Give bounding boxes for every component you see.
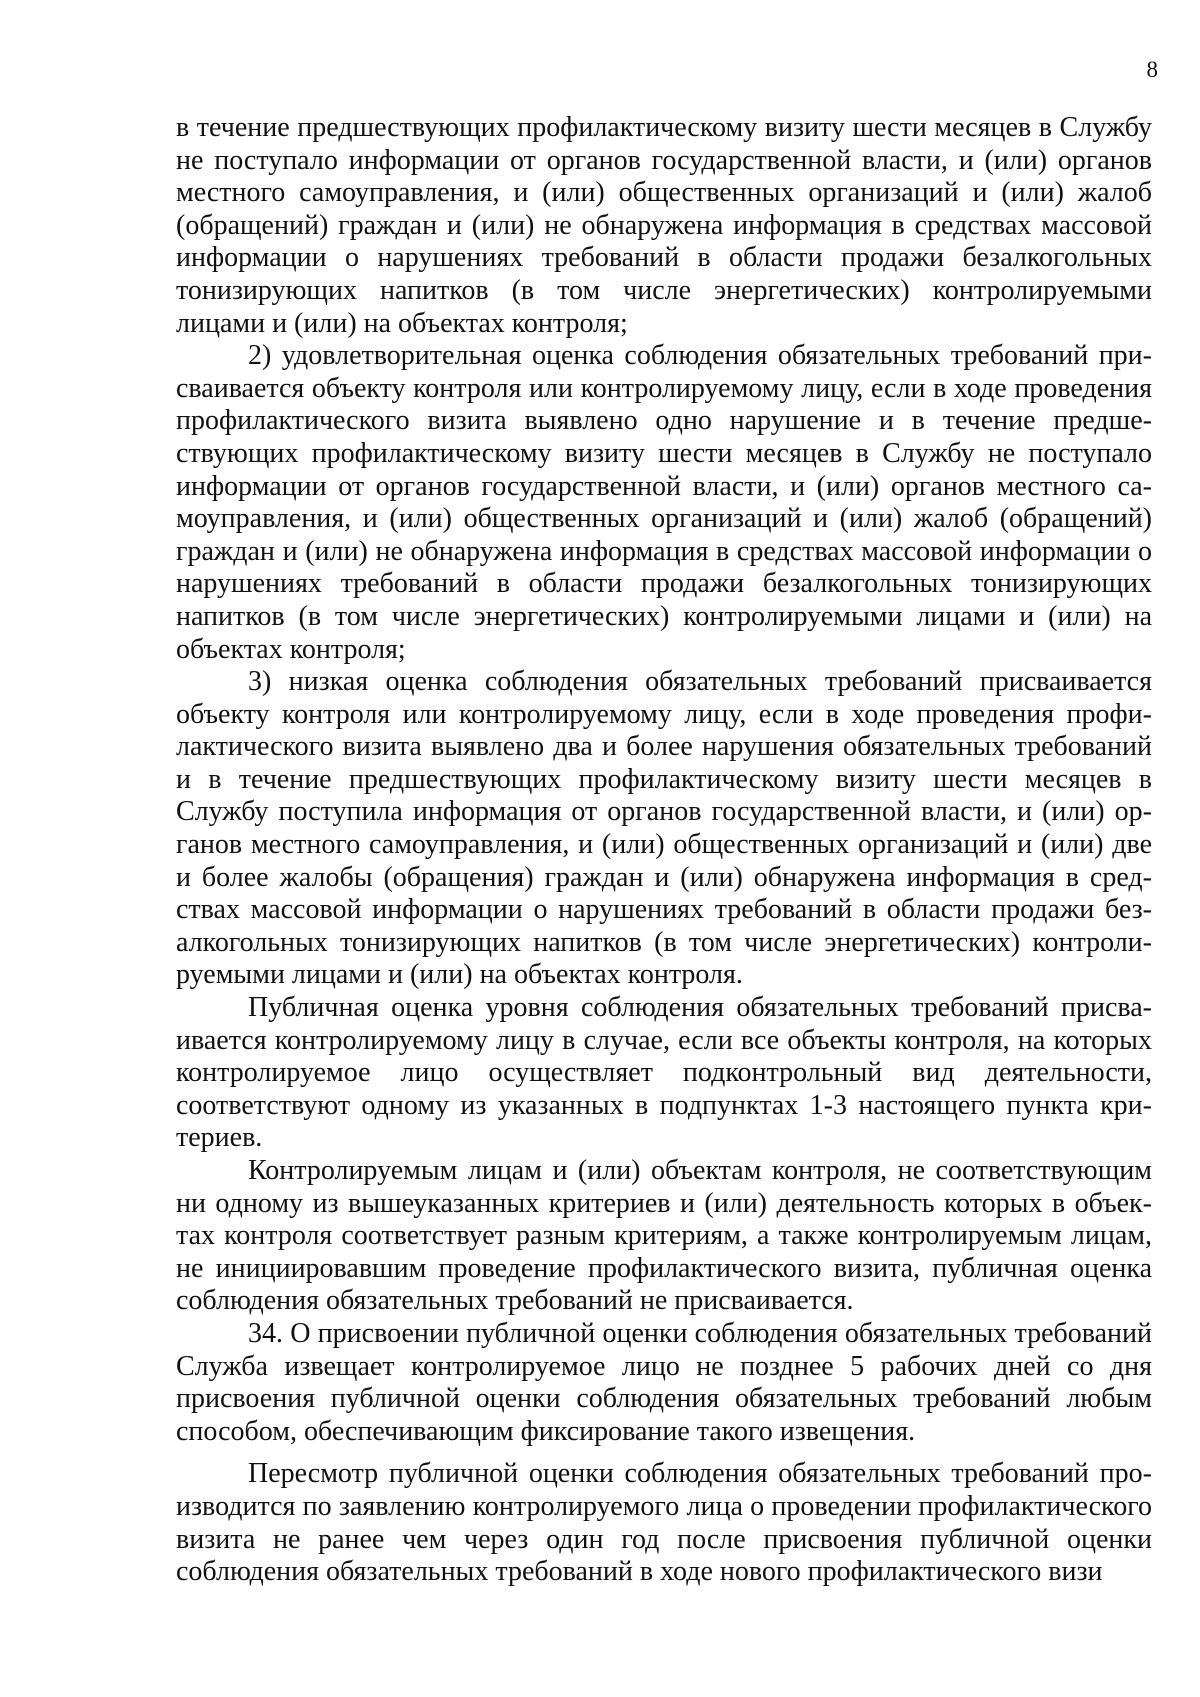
paragraph-clause-34: 34. О присвоении публичной оценки соблюдения обязательных требований Служба извещает контролируемое лицо не позднее 5 рабочих дней со дня присвоения публичной оценки соблюдения обязательных требований любым способом, обеспечивающим фиксирование такого извещения. [176, 1317, 1152, 1447]
paragraph-not-assigned: Контролируемым лицам и (или) объектам контроля, не соответствующим ни одному из вышеуказанных критериев и (или) деятельность которых в объектах контроля соответствует разным критериям, а также контролируемым лицам, не инициировавшим проведение профилактического визита, публичная оценка соблюдения обязательных требований не присваивается. [176, 1155, 1152, 1317]
paragraph-revision: Пересмотр публичной оценки соблюдения обязательных требований производится по заявлению контролируемого лица о проведении профилактического визита не ранее чем через один год после присвоения публичной оценки соблюдения обязательных требований в ходе нового профилактического визи [176, 1458, 1152, 1588]
document-body [176, 112, 1152, 1589]
paragraph-continuation: в течение предшествующих профилактическому визиту шести месяцев в Службу не поступало информации от органов государственной власти, и (или) органов местного самоуправления, и (или) общественных организаций и (или) жалоб (обращений) граждан и (или) не обнаружена информация в средствах массовой информации о нарушениях требований в области продажи безалкогольных тонизирующих напитков (в том числе энергетических) контролируемыми лицами и (или) на объектах контроля; [176, 112, 1152, 339]
page-number: 8 [1146, 57, 1158, 82]
paragraph-item-3: 3) низкая оценка соблюдения обязательных требований присваивается объекту контроля или контролируемому лицу, если в ходе проведения профилактического визита выявлено два и более нарушения обязательных требований и в течение предшествующих профилактическому визиту шести месяцев в Службу поступила информация от органов государственной власти, и (или) органов местного самоуправления, и (или) общественных организаций и (или) две и более жалобы (обращения) граждан и (или) обнаружена информация в средствах массовой информации о нарушениях требований в области продажи безалкогольных тонизирующих напитков (в том числе энергетических) контролируемыми лицами и (или) на объектах контроля. [176, 666, 1152, 991]
paragraph-item-2: 2) удовлетворительная оценка соблюдения обязательных требований присваивается объекту контроля или контролируемому лицу, если в ходе проведения профилактического визита выявлено одно нарушение и в течение предшествующих профилактическому визиту шести месяцев в Службу не поступало информации от органов государственной власти, и (или) органов местного самоуправления, и (или) общественных организаций и (или) жалоб (обращений) граждан и (или) не обнаружена информация в средствах массовой информации о нарушениях требований в области продажи безалкогольных тонизирующих напитков (в том числе энергетических) контролируемыми лицами и (или) на объектах контроля; [176, 340, 1152, 665]
paragraph-public-assessment: Публичная оценка уровня соблюдения обязательных требований присваивается контролируемому лицу в случае, если все объекты контроля, на которых контролируемое лицо осуществляет подконтрольный вид деятельности, соответствуют одному из указанных в подпунктах 1-3 настоящего пункта критериев. [176, 992, 1152, 1154]
